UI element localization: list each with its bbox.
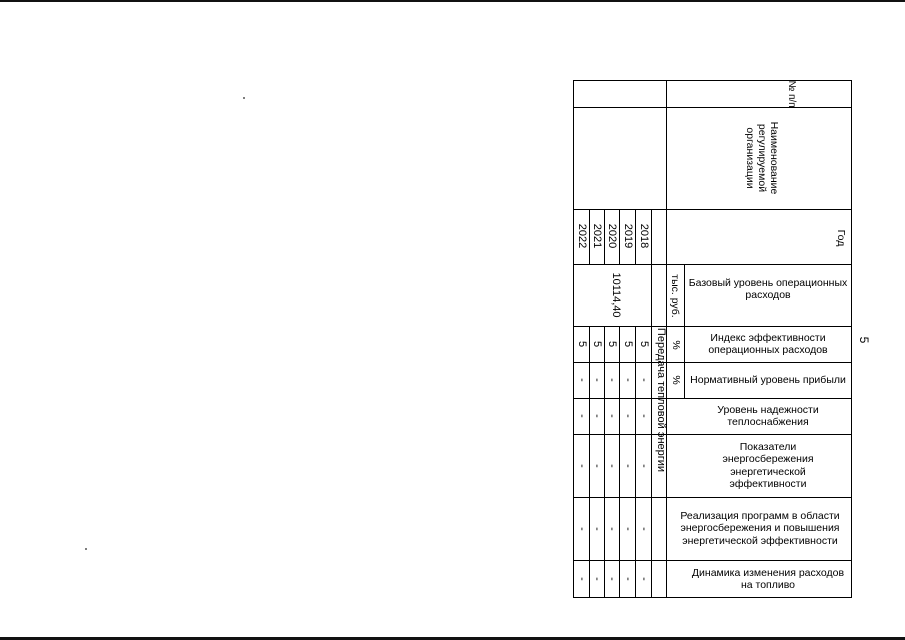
unit-eff-index: % bbox=[670, 340, 682, 350]
header-num: № п/п bbox=[786, 80, 798, 108]
header-fuel: Динамика изменения расходов на топливо bbox=[691, 566, 845, 591]
col-sep bbox=[573, 398, 852, 399]
table-cell-reliability: - bbox=[637, 414, 650, 418]
year-cell: 2018 bbox=[637, 223, 650, 249]
table-border-left bbox=[573, 80, 574, 598]
table-cell-energy-indicators: - bbox=[637, 463, 650, 468]
table-cell-profit: - bbox=[606, 378, 618, 382]
year-cell: 2019 bbox=[621, 223, 634, 249]
header-base-level: Базовый уровень операционных расходов bbox=[688, 276, 848, 301]
col-sep bbox=[573, 362, 852, 363]
col-sep bbox=[573, 434, 852, 435]
header-org: Наименование регулируемой организации bbox=[744, 121, 780, 195]
table-cell-programs: - bbox=[637, 526, 650, 531]
header-eff-index: Индекс эффективности операционных расходов bbox=[708, 331, 828, 356]
table-cell-fuel: - bbox=[621, 576, 634, 581]
table-cell-reliability: - bbox=[606, 414, 618, 418]
scan-speck bbox=[243, 97, 245, 99]
scan-border-top bbox=[0, 0, 905, 2]
table-cell-energy-indicators: - bbox=[621, 463, 634, 468]
table-border-bottom bbox=[573, 597, 852, 598]
section-sep bbox=[651, 209, 652, 598]
col-sep bbox=[573, 209, 852, 210]
table-cell-profit: - bbox=[591, 378, 603, 382]
scan-speck bbox=[85, 548, 87, 550]
unit-sep bbox=[684, 264, 685, 399]
year-cell: 2022 bbox=[575, 223, 588, 249]
table-cell-eff-index: 5 bbox=[575, 340, 588, 348]
table-border-right bbox=[851, 80, 852, 598]
table-cell-programs: - bbox=[575, 526, 588, 531]
header-programs: Реализация программ в области энергосбережения и повышения энергетической эффективности bbox=[680, 509, 840, 547]
header-reliability: Уровень надежности теплоснабжения bbox=[717, 403, 819, 428]
header-profit: Нормативный уровень прибыли bbox=[690, 373, 846, 386]
table-cell-energy-indicators: - bbox=[575, 463, 588, 468]
table-cell-energy-indicators: - bbox=[591, 463, 603, 468]
header-energy-indicators: Показатели энергосбережения энергетической эффективности bbox=[722, 440, 814, 490]
table-cell-eff-index: 5 bbox=[606, 340, 618, 348]
section-title: Передача тепловой энергии bbox=[655, 327, 667, 473]
row-sep bbox=[635, 209, 636, 264]
col-sep bbox=[573, 326, 852, 327]
table-cell-fuel: - bbox=[606, 576, 618, 581]
table-cell-profit: - bbox=[575, 378, 588, 382]
col-sep bbox=[573, 560, 852, 561]
row-sep bbox=[635, 326, 636, 598]
table-cell-eff-index: 5 bbox=[637, 340, 650, 348]
table-cell-fuel: - bbox=[575, 576, 588, 581]
table-cell-reliability: - bbox=[621, 414, 634, 418]
col-sep bbox=[573, 497, 852, 498]
year-cell: 2020 bbox=[606, 223, 618, 249]
table-cell-eff-index: 5 bbox=[621, 340, 634, 348]
page-number: 5 bbox=[857, 336, 871, 344]
table-cell-reliability: - bbox=[575, 414, 588, 418]
header-year: Год bbox=[835, 229, 847, 247]
table-cell-programs: - bbox=[591, 526, 603, 531]
table-cell-programs: - bbox=[621, 526, 634, 531]
unit-base-level: тыс. руб. bbox=[669, 274, 681, 318]
base-value: 10114,40 bbox=[610, 272, 622, 318]
table-cell-fuel: - bbox=[637, 576, 650, 581]
row-sep bbox=[619, 326, 620, 598]
table-cell-fuel: - bbox=[591, 576, 603, 581]
table-cell-profit: - bbox=[621, 378, 634, 382]
table-cell-profit: - bbox=[637, 378, 650, 382]
row-sep bbox=[619, 209, 620, 264]
unit-profit: % bbox=[670, 375, 682, 385]
table-cell-programs: - bbox=[606, 526, 618, 531]
year-cell: 2021 bbox=[591, 223, 603, 249]
table-cell-reliability: - bbox=[591, 414, 603, 418]
table-cell-energy-indicators: - bbox=[606, 463, 618, 468]
table-cell-eff-index: 5 bbox=[591, 340, 603, 348]
